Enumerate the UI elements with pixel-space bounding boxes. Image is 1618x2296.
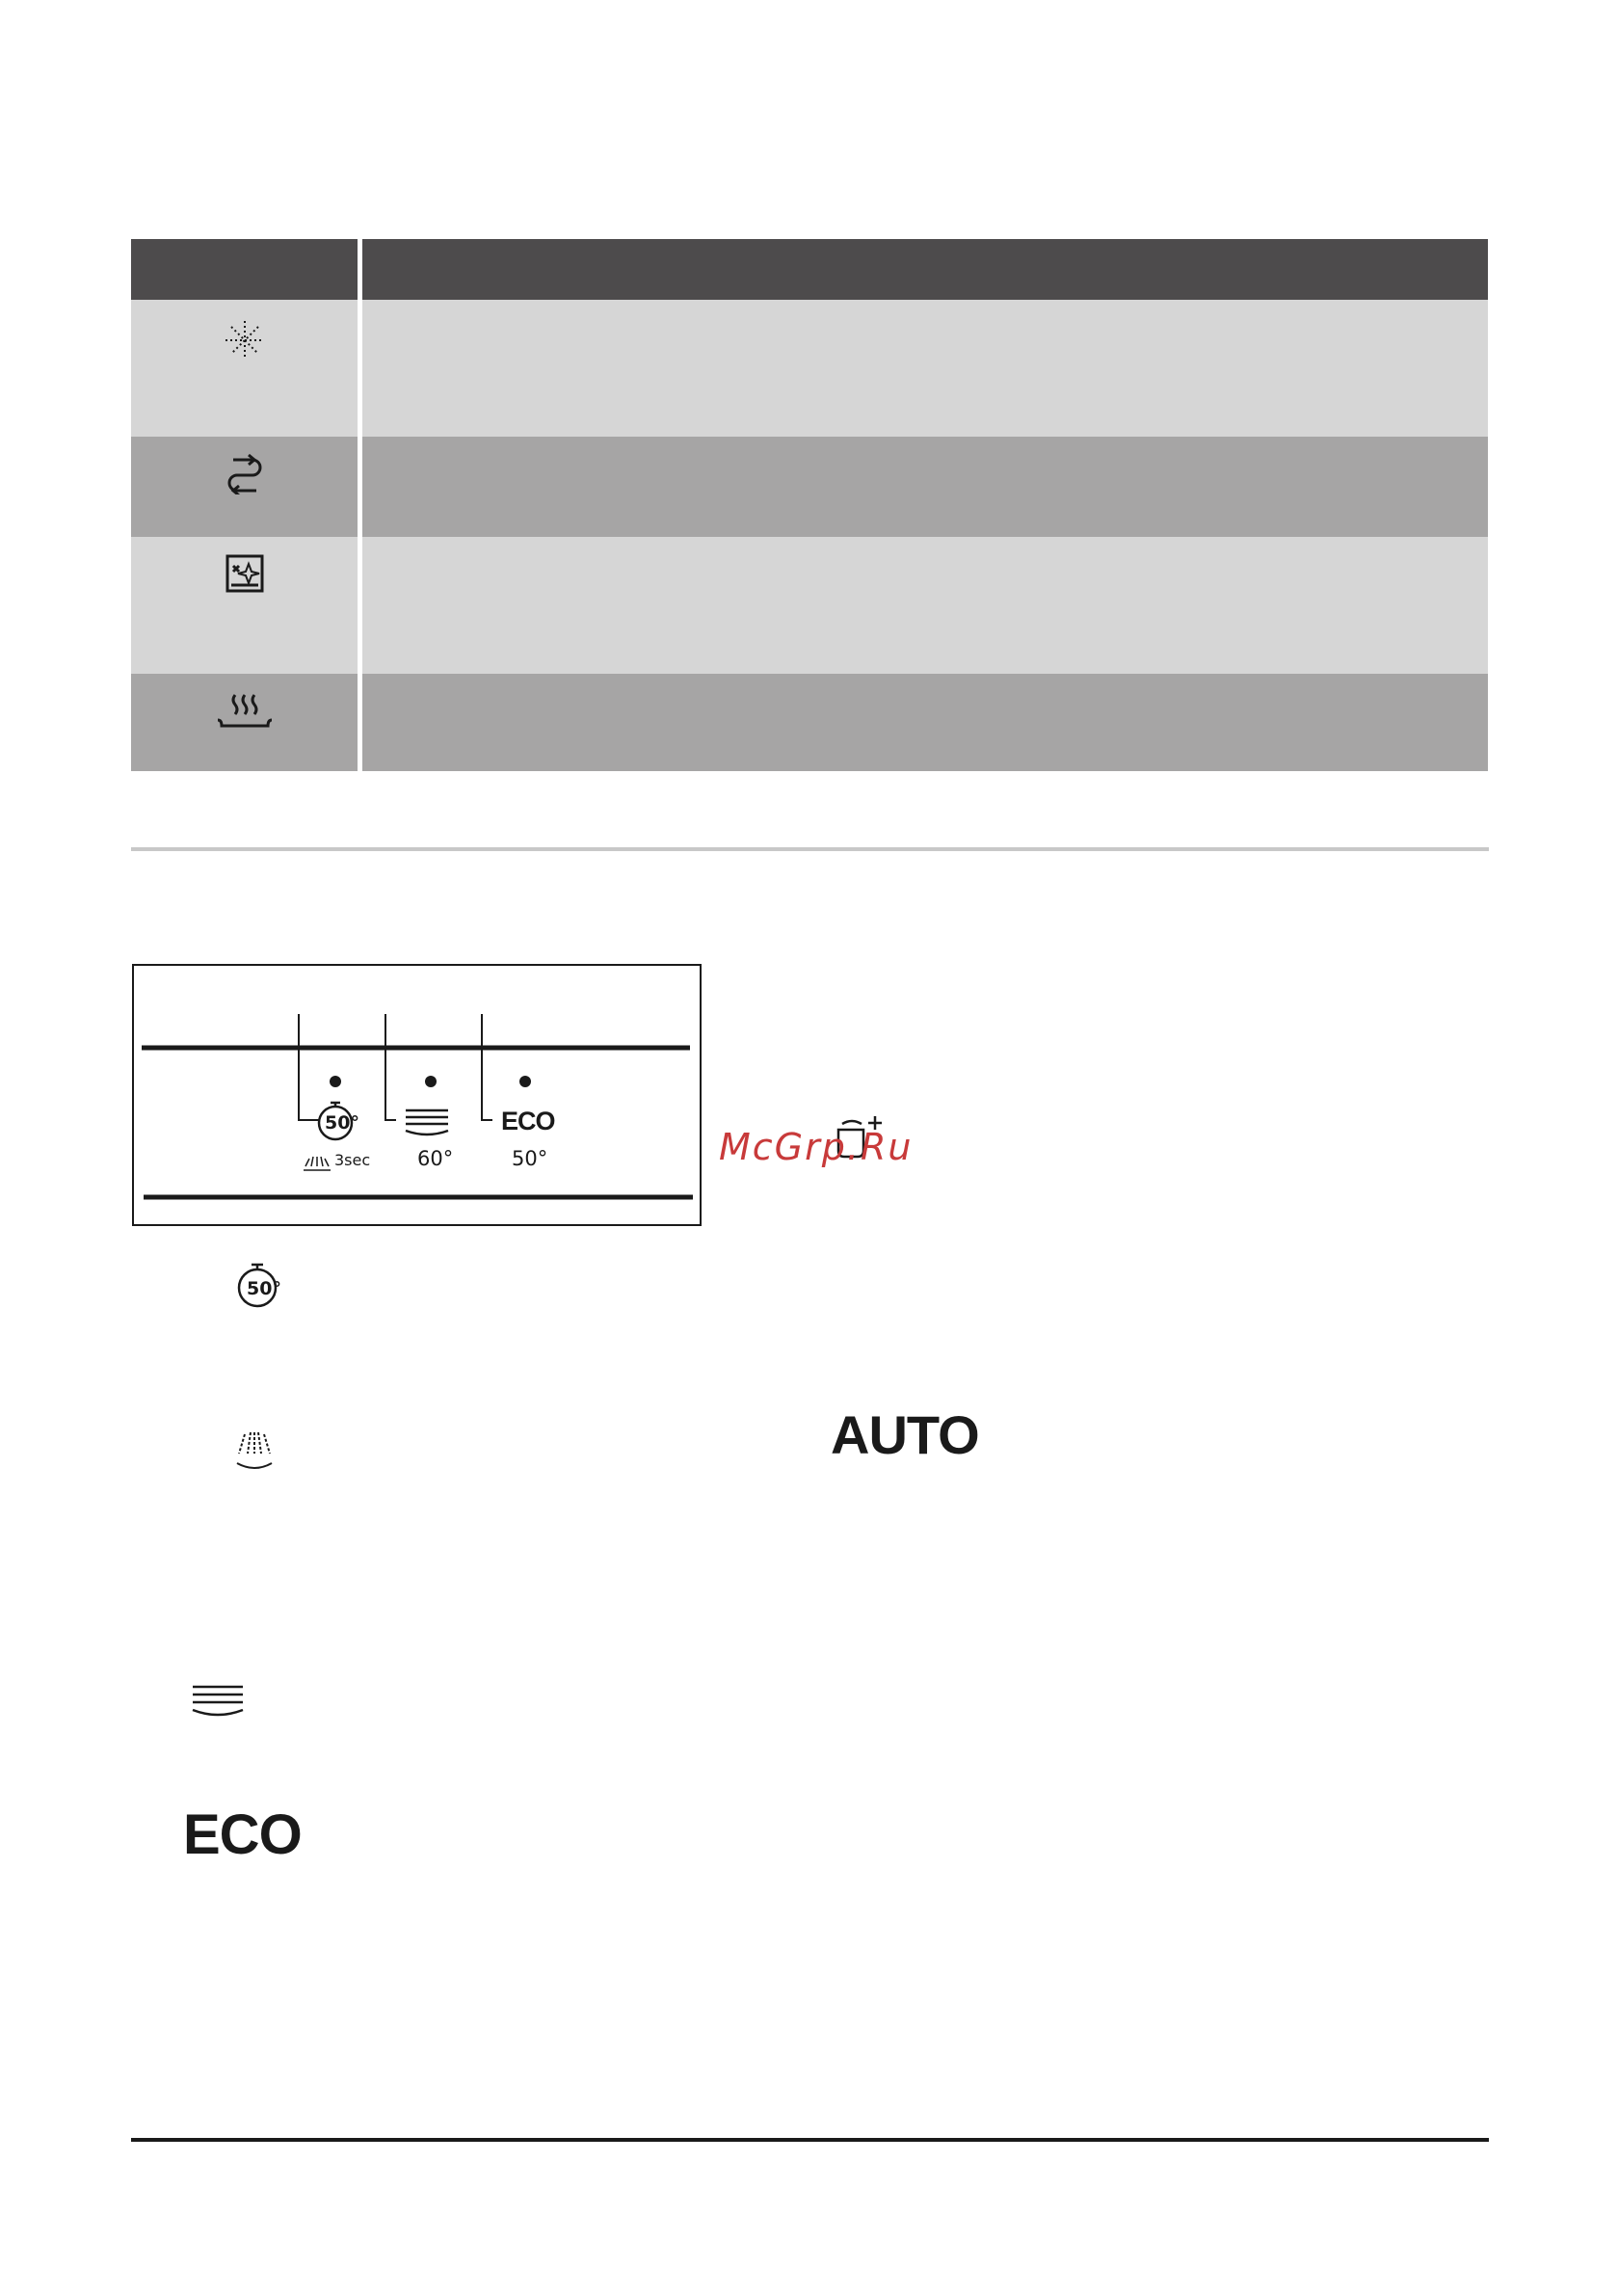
button2-temp: 60° (417, 1147, 454, 1170)
table-row (131, 674, 1488, 771)
sparkle-dots-icon (224, 319, 266, 365)
loop-arrows-icon (224, 452, 266, 498)
steam-dish-icon (216, 691, 274, 737)
dish-stack-icon (406, 1110, 448, 1135)
footer-rule (131, 2138, 1489, 2142)
timer-text: 50° (325, 1112, 359, 1134)
rinse-aid-box-icon (224, 552, 266, 599)
table-header (131, 239, 1488, 300)
spray-icon (304, 1157, 331, 1170)
section-divider (131, 847, 1489, 851)
table-row (131, 537, 1488, 674)
table-header-cell-1 (131, 239, 362, 300)
table-row (131, 437, 1488, 537)
spray-arm-icon (233, 1428, 276, 1475)
symbols-table (131, 239, 1488, 771)
button3-temp: 50° (512, 1147, 548, 1170)
auto-label: AUTO (831, 1404, 979, 1465)
table-row (131, 300, 1488, 437)
three-sec-label: 3sec (334, 1151, 371, 1169)
watermark: McGrp.Ru (719, 1126, 914, 1168)
timer-legend-text: 50° (247, 1278, 281, 1299)
eco-label: ECO (501, 1107, 555, 1135)
eco-legend-label: ECO (183, 1803, 302, 1866)
dish-stack-legend-icon (189, 1681, 247, 1727)
control-panel-illustration (132, 964, 702, 1226)
